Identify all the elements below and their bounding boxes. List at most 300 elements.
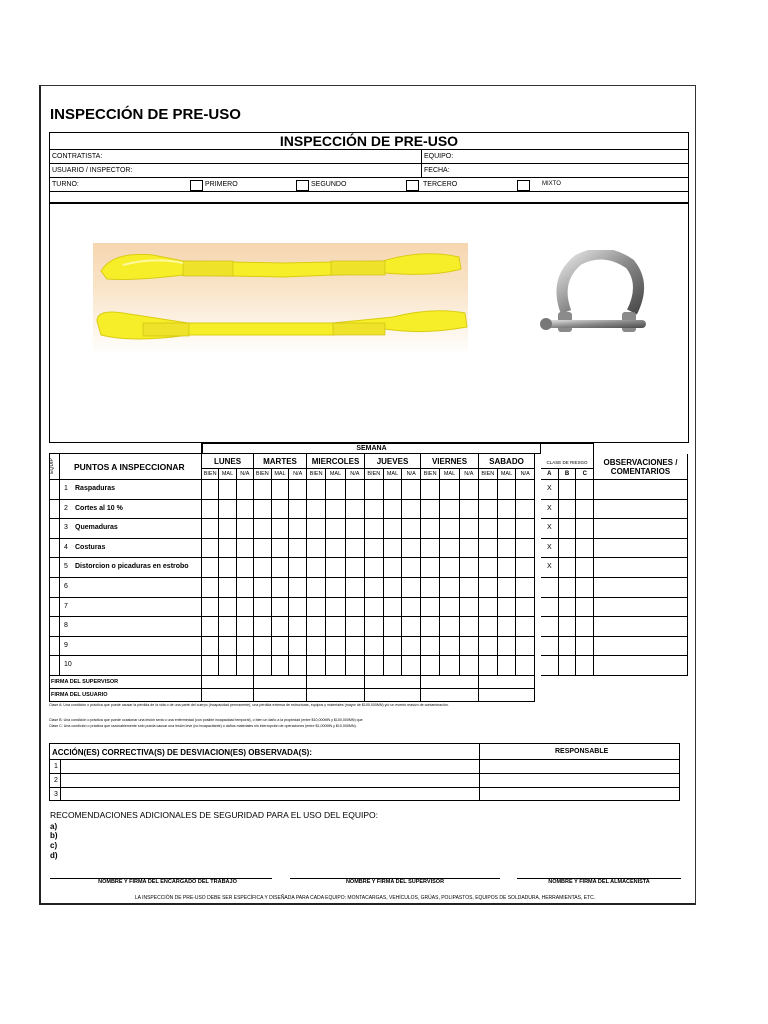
subcol-na xyxy=(237,469,254,480)
firma-cell[interactable] xyxy=(307,689,365,702)
check-cell[interactable] xyxy=(272,480,290,500)
check-cell[interactable] xyxy=(237,500,254,520)
firma-cell[interactable] xyxy=(479,676,535,689)
check-cell[interactable] xyxy=(307,558,326,578)
check-cell[interactable] xyxy=(219,519,236,539)
check-cell[interactable] xyxy=(237,480,254,500)
subcol-bien-text: BIEN xyxy=(203,471,217,477)
riesgo-cell-text: X xyxy=(547,485,552,492)
check-cell[interactable] xyxy=(516,617,535,637)
page-title: INSPECCIÓN DE PRE-USO xyxy=(50,106,241,123)
check-cell[interactable] xyxy=(516,519,535,539)
check-cell[interactable] xyxy=(307,617,326,637)
riesgo-col-b xyxy=(559,469,577,480)
riesgo-cell[interactable] xyxy=(559,617,577,637)
check-cell[interactable] xyxy=(384,519,403,539)
check-cell[interactable] xyxy=(307,500,326,520)
check-cell[interactable] xyxy=(460,519,479,539)
check-cell[interactable] xyxy=(202,656,219,676)
check-cell[interactable] xyxy=(498,656,517,676)
observaciones-cell[interactable] xyxy=(594,637,688,657)
riesgo-cell-text: X xyxy=(547,543,552,551)
check-cell[interactable] xyxy=(272,519,290,539)
day-header-miercoles xyxy=(307,454,365,469)
subcol-mal-text: MAL xyxy=(443,471,456,477)
check-cell[interactable] xyxy=(219,598,236,618)
observaciones-cell[interactable] xyxy=(594,480,688,500)
check-cell[interactable] xyxy=(384,637,403,657)
observaciones-cell[interactable] xyxy=(594,558,688,578)
check-cell[interactable] xyxy=(516,558,535,578)
check-cell[interactable] xyxy=(421,480,440,500)
check-cell[interactable] xyxy=(219,500,236,520)
subcol-bien-text: BIEN xyxy=(367,471,381,477)
check-cell[interactable] xyxy=(254,519,272,539)
subcol-na-text: N/A xyxy=(293,471,303,477)
check-cell[interactable] xyxy=(202,637,219,657)
check-cell[interactable] xyxy=(254,500,272,520)
riesgo-cell[interactable] xyxy=(559,598,577,618)
check-cell[interactable] xyxy=(516,637,535,657)
riesgo-col-a-text: A xyxy=(547,471,552,477)
check-cell[interactable] xyxy=(479,598,498,618)
check-cell[interactable] xyxy=(460,500,479,520)
check-cell[interactable] xyxy=(202,617,219,637)
check-cell[interactable] xyxy=(498,480,517,500)
check-cell[interactable] xyxy=(421,539,440,559)
check-cell[interactable] xyxy=(272,637,290,657)
check-cell[interactable] xyxy=(440,519,459,539)
check-cell[interactable] xyxy=(402,598,421,618)
riesgo-cell[interactable] xyxy=(541,480,559,500)
check-cell[interactable] xyxy=(479,617,498,637)
riesgo-cell[interactable] xyxy=(576,558,594,578)
check-cell[interactable] xyxy=(326,480,345,500)
check-cell[interactable] xyxy=(498,578,517,598)
check-cell[interactable] xyxy=(479,558,498,578)
check-cell[interactable] xyxy=(326,656,345,676)
check-cell[interactable] xyxy=(460,637,479,657)
check-cell[interactable] xyxy=(237,578,254,598)
table-row-text: 4 xyxy=(64,543,68,551)
slings-image xyxy=(93,243,468,355)
table-row xyxy=(60,656,202,676)
subcol-mal-text: MAL xyxy=(221,471,234,477)
check-cell[interactable] xyxy=(516,480,535,500)
check-cell[interactable] xyxy=(460,598,479,618)
check-cell[interactable] xyxy=(307,598,326,618)
check-cell[interactable] xyxy=(384,656,403,676)
check-cell[interactable] xyxy=(460,578,479,598)
observaciones-cell[interactable] xyxy=(594,500,688,520)
check-cell[interactable] xyxy=(440,539,459,559)
check-cell[interactable] xyxy=(479,637,498,657)
riesgo-cell[interactable] xyxy=(559,480,577,500)
check-cell[interactable] xyxy=(440,617,459,637)
check-cell[interactable] xyxy=(402,617,421,637)
check-cell[interactable] xyxy=(365,558,384,578)
check-cell[interactable] xyxy=(254,637,272,657)
check-cell[interactable] xyxy=(307,480,326,500)
check-cell[interactable] xyxy=(272,598,290,618)
observaciones-cell[interactable] xyxy=(594,617,688,637)
check-cell[interactable] xyxy=(254,598,272,618)
check-cell[interactable] xyxy=(402,578,421,598)
check-cell[interactable] xyxy=(272,558,290,578)
check-cell[interactable] xyxy=(365,598,384,618)
equip-cell xyxy=(49,500,60,520)
check-cell[interactable] xyxy=(237,637,254,657)
turno-segundo-label: SEGUNDO xyxy=(311,181,347,188)
check-cell[interactable] xyxy=(440,578,459,598)
riesgo-cell[interactable] xyxy=(559,558,577,578)
firma-cell[interactable] xyxy=(254,676,307,689)
subcol-bien xyxy=(479,469,498,480)
firma-supervisor-label xyxy=(49,676,202,689)
check-cell[interactable] xyxy=(384,578,403,598)
check-cell[interactable] xyxy=(289,637,307,657)
subcol-na xyxy=(402,469,421,480)
check-cell[interactable] xyxy=(479,480,498,500)
check-cell[interactable] xyxy=(289,539,307,559)
firma-cell[interactable] xyxy=(421,676,479,689)
firma-cell[interactable] xyxy=(307,676,365,689)
riesgo-cell[interactable] xyxy=(541,637,559,657)
check-cell[interactable] xyxy=(421,578,440,598)
fecha-label: FECHA: xyxy=(424,167,450,174)
check-cell[interactable] xyxy=(479,578,498,598)
subcol-mal-text: MAL xyxy=(386,471,399,477)
check-cell[interactable] xyxy=(365,500,384,520)
riesgo-cell[interactable] xyxy=(541,500,559,520)
check-cell[interactable] xyxy=(402,656,421,676)
accion-row-number: 1 xyxy=(54,763,58,770)
check-cell[interactable] xyxy=(219,637,236,657)
note-clase-a: Clase A: Una condición o práctica que puede causar la pérdida de la vida o de una parte del cuerpo (incapacidad permanente), una pérdida extensa de estructuras, equipos y materiales (mayor de $100,000MN) y/o un evento masivo de contaminación. xyxy=(49,703,449,707)
check-cell[interactable] xyxy=(219,539,236,559)
check-cell[interactable] xyxy=(440,500,459,520)
check-cell[interactable] xyxy=(346,558,365,578)
check-cell[interactable] xyxy=(384,598,403,618)
observaciones-cell[interactable] xyxy=(594,598,688,618)
check-cell[interactable] xyxy=(498,598,517,618)
check-cell[interactable] xyxy=(498,500,517,520)
check-cell[interactable] xyxy=(289,578,307,598)
check-cell[interactable] xyxy=(421,500,440,520)
subcol-na xyxy=(460,469,479,480)
riesgo-cell[interactable] xyxy=(541,598,559,618)
observaciones-cell[interactable] xyxy=(594,539,688,559)
check-cell[interactable] xyxy=(326,617,345,637)
riesgo-cell[interactable] xyxy=(576,578,594,598)
check-cell[interactable] xyxy=(346,519,365,539)
observaciones-header-text: OBSERVACIONES / COMENTARIOS xyxy=(603,458,678,476)
check-cell[interactable] xyxy=(346,598,365,618)
turno-tercero-checkbox[interactable] xyxy=(406,180,419,191)
check-cell[interactable] xyxy=(498,539,517,559)
riesgo-cell[interactable] xyxy=(576,598,594,618)
check-cell[interactable] xyxy=(254,558,272,578)
check-cell[interactable] xyxy=(402,480,421,500)
check-cell[interactable] xyxy=(346,578,365,598)
check-cell[interactable] xyxy=(479,500,498,520)
firma-cell[interactable] xyxy=(202,689,254,702)
riesgo-cell[interactable] xyxy=(576,519,594,539)
check-cell[interactable] xyxy=(326,519,345,539)
check-cell[interactable] xyxy=(272,578,290,598)
riesgo-cell[interactable] xyxy=(576,656,594,676)
check-cell[interactable] xyxy=(326,500,345,520)
subcol-na xyxy=(289,469,307,480)
check-cell[interactable] xyxy=(460,617,479,637)
check-cell[interactable] xyxy=(326,598,345,618)
check-cell[interactable] xyxy=(254,578,272,598)
check-cell[interactable] xyxy=(384,480,403,500)
check-cell[interactable] xyxy=(479,656,498,676)
turno-mixto-checkbox[interactable] xyxy=(517,180,530,191)
check-cell[interactable] xyxy=(421,598,440,618)
subcol-na-text: N/A xyxy=(406,471,416,477)
riesgo-col-c xyxy=(576,469,594,480)
check-cell[interactable] xyxy=(498,558,517,578)
turno-primero-checkbox[interactable] xyxy=(190,180,203,191)
check-cell[interactable] xyxy=(202,598,219,618)
usuario-label: USUARIO / INSPECTOR: xyxy=(52,167,133,174)
check-cell[interactable] xyxy=(402,539,421,559)
firma-cell[interactable] xyxy=(365,676,421,689)
check-cell[interactable] xyxy=(254,539,272,559)
check-cell[interactable] xyxy=(365,519,384,539)
riesgo-cell[interactable] xyxy=(559,539,577,559)
check-cell[interactable] xyxy=(289,480,307,500)
check-cell[interactable] xyxy=(326,637,345,657)
riesgo-cell[interactable] xyxy=(576,637,594,657)
table-row-text: 2 xyxy=(64,504,68,512)
observaciones-cell[interactable] xyxy=(594,578,688,598)
observaciones-cell[interactable] xyxy=(594,656,688,676)
usuario-row xyxy=(49,164,689,178)
riesgo-cell[interactable] xyxy=(541,519,559,539)
firma-cell[interactable] xyxy=(254,689,307,702)
check-cell[interactable] xyxy=(202,500,219,520)
check-cell[interactable] xyxy=(289,656,307,676)
check-cell[interactable] xyxy=(289,558,307,578)
check-cell[interactable] xyxy=(384,558,403,578)
check-cell[interactable] xyxy=(346,656,365,676)
check-cell[interactable] xyxy=(346,617,365,637)
check-cell[interactable] xyxy=(307,656,326,676)
check-cell[interactable] xyxy=(289,598,307,618)
accion-row xyxy=(49,760,680,774)
check-cell[interactable] xyxy=(254,656,272,676)
check-cell[interactable] xyxy=(202,539,219,559)
accion-row xyxy=(49,788,680,801)
check-cell[interactable] xyxy=(421,617,440,637)
riesgo-cell[interactable] xyxy=(559,519,577,539)
contratista-row xyxy=(49,150,689,164)
check-cell[interactable] xyxy=(237,617,254,637)
riesgo-cell[interactable] xyxy=(559,500,577,520)
check-cell[interactable] xyxy=(326,558,345,578)
check-cell[interactable] xyxy=(460,656,479,676)
check-cell[interactable] xyxy=(440,656,459,676)
riesgo-cell[interactable] xyxy=(576,500,594,520)
check-cell[interactable] xyxy=(202,519,219,539)
check-cell[interactable] xyxy=(516,539,535,559)
check-cell[interactable] xyxy=(346,480,365,500)
check-cell[interactable] xyxy=(237,539,254,559)
equip-header-text: EQUIP xyxy=(48,458,55,474)
subcol-bien xyxy=(254,469,272,480)
day-header-martes-text: MARTES xyxy=(263,457,297,466)
acciones-header: ACCIÓN(ES) CORRECTIVA(S) DE DESVIACION(ES) OBSERVADA(S): xyxy=(52,748,313,757)
check-cell[interactable] xyxy=(307,519,326,539)
check-cell[interactable] xyxy=(346,500,365,520)
riesgo-cell[interactable] xyxy=(559,637,577,657)
check-cell[interactable] xyxy=(365,637,384,657)
table-row xyxy=(60,598,202,618)
check-cell[interactable] xyxy=(402,637,421,657)
check-cell[interactable] xyxy=(219,617,236,637)
riesgo-cell[interactable] xyxy=(559,656,577,676)
check-cell[interactable] xyxy=(460,539,479,559)
note-clase-c: Clase C: Una condición o práctica que razonablemente sólo pueda causar una lesión leve (no incapacitante) o daños materiales sin interrupción de operaciones (entre $1,000MN y $10,000MN). xyxy=(49,724,357,728)
check-cell[interactable] xyxy=(365,578,384,598)
check-cell[interactable] xyxy=(498,617,517,637)
puntos-header-text: PUNTOS A INSPECCIONAR xyxy=(74,462,185,472)
check-cell[interactable] xyxy=(219,656,236,676)
check-cell[interactable] xyxy=(202,558,219,578)
table-row-text: 7 xyxy=(64,602,68,610)
observaciones-cell[interactable] xyxy=(594,519,688,539)
check-cell[interactable] xyxy=(440,558,459,578)
check-cell[interactable] xyxy=(384,539,403,559)
check-cell[interactable] xyxy=(307,637,326,657)
firma-cell[interactable] xyxy=(202,676,254,689)
riesgo-cell-text: X xyxy=(547,524,552,532)
check-cell[interactable] xyxy=(254,617,272,637)
subcol-bien-text: BIEN xyxy=(481,471,495,477)
accion-row xyxy=(49,774,680,788)
subcol-mal-text: MAL xyxy=(500,471,513,477)
check-cell[interactable] xyxy=(516,578,535,598)
clase-riesgo-header xyxy=(541,443,594,469)
check-cell[interactable] xyxy=(421,519,440,539)
check-cell[interactable] xyxy=(272,539,290,559)
check-cell[interactable] xyxy=(326,539,345,559)
accion-row-number: 3 xyxy=(54,791,58,798)
riesgo-cell[interactable] xyxy=(576,617,594,637)
check-cell[interactable] xyxy=(440,480,459,500)
check-cell[interactable] xyxy=(237,598,254,618)
riesgo-cell[interactable] xyxy=(576,539,594,559)
table-row xyxy=(60,637,202,657)
check-cell[interactable] xyxy=(498,519,517,539)
check-cell[interactable] xyxy=(237,558,254,578)
check-cell[interactable] xyxy=(421,656,440,676)
day-header-miercoles-text: MIERCOLES xyxy=(311,457,360,466)
check-cell[interactable] xyxy=(516,656,535,676)
riesgo-cell[interactable] xyxy=(541,617,559,637)
check-cell[interactable] xyxy=(516,500,535,520)
equip-cell xyxy=(49,558,60,578)
subcol-bien xyxy=(202,469,219,480)
turno-mixto-label: MIXTO xyxy=(542,181,561,187)
check-cell[interactable] xyxy=(440,637,459,657)
check-cell[interactable] xyxy=(219,480,236,500)
check-cell[interactable] xyxy=(346,637,365,657)
check-cell[interactable] xyxy=(498,637,517,657)
equip-cell xyxy=(49,637,60,657)
check-cell[interactable] xyxy=(202,578,219,598)
check-cell[interactable] xyxy=(289,500,307,520)
equip-cell xyxy=(49,519,60,539)
check-cell[interactable] xyxy=(307,539,326,559)
check-cell[interactable] xyxy=(516,598,535,618)
check-cell[interactable] xyxy=(326,578,345,598)
responsable-header: RESPONSABLE xyxy=(555,748,609,755)
check-cell[interactable] xyxy=(460,558,479,578)
riesgo-cell[interactable] xyxy=(541,578,559,598)
check-cell[interactable] xyxy=(365,617,384,637)
check-cell[interactable] xyxy=(272,656,290,676)
check-cell[interactable] xyxy=(384,500,403,520)
signature-label-almacenista: NOMBRE Y FIRMA DEL ALMACENISTA xyxy=(548,879,650,885)
check-cell[interactable] xyxy=(202,480,219,500)
firma-cell[interactable] xyxy=(365,689,421,702)
riesgo-cell[interactable] xyxy=(541,656,559,676)
check-cell[interactable] xyxy=(365,539,384,559)
check-cell[interactable] xyxy=(254,480,272,500)
firma-cell[interactable] xyxy=(479,689,535,702)
check-cell[interactable] xyxy=(365,480,384,500)
check-cell[interactable] xyxy=(479,539,498,559)
check-cell[interactable] xyxy=(289,617,307,637)
firma-usuario-label xyxy=(49,689,202,702)
check-cell[interactable] xyxy=(219,558,236,578)
check-cell[interactable] xyxy=(440,598,459,618)
riesgo-cell[interactable] xyxy=(541,539,559,559)
firma-cell[interactable] xyxy=(421,689,479,702)
riesgo-cell[interactable] xyxy=(559,578,577,598)
day-header-sabado-text: SABADO xyxy=(489,457,524,466)
check-cell[interactable] xyxy=(272,617,290,637)
check-cell[interactable] xyxy=(289,519,307,539)
turno-segundo-checkbox[interactable] xyxy=(296,180,309,191)
check-cell[interactable] xyxy=(307,578,326,598)
check-cell[interactable] xyxy=(479,519,498,539)
check-cell[interactable] xyxy=(460,480,479,500)
subcol-na xyxy=(516,469,535,480)
equip-cell xyxy=(49,598,60,618)
check-cell[interactable] xyxy=(237,656,254,676)
check-cell[interactable] xyxy=(402,500,421,520)
riesgo-cell[interactable] xyxy=(541,558,559,578)
check-cell[interactable] xyxy=(272,500,290,520)
riesgo-cell[interactable] xyxy=(576,480,594,500)
check-cell[interactable] xyxy=(365,656,384,676)
equip-cell xyxy=(49,578,60,598)
check-cell[interactable] xyxy=(219,578,236,598)
check-cell[interactable] xyxy=(421,558,440,578)
check-cell[interactable] xyxy=(402,558,421,578)
check-cell[interactable] xyxy=(237,519,254,539)
check-cell[interactable] xyxy=(384,617,403,637)
check-cell[interactable] xyxy=(421,637,440,657)
equip-cell xyxy=(49,480,60,500)
check-cell[interactable] xyxy=(402,519,421,539)
check-cell[interactable] xyxy=(346,539,365,559)
